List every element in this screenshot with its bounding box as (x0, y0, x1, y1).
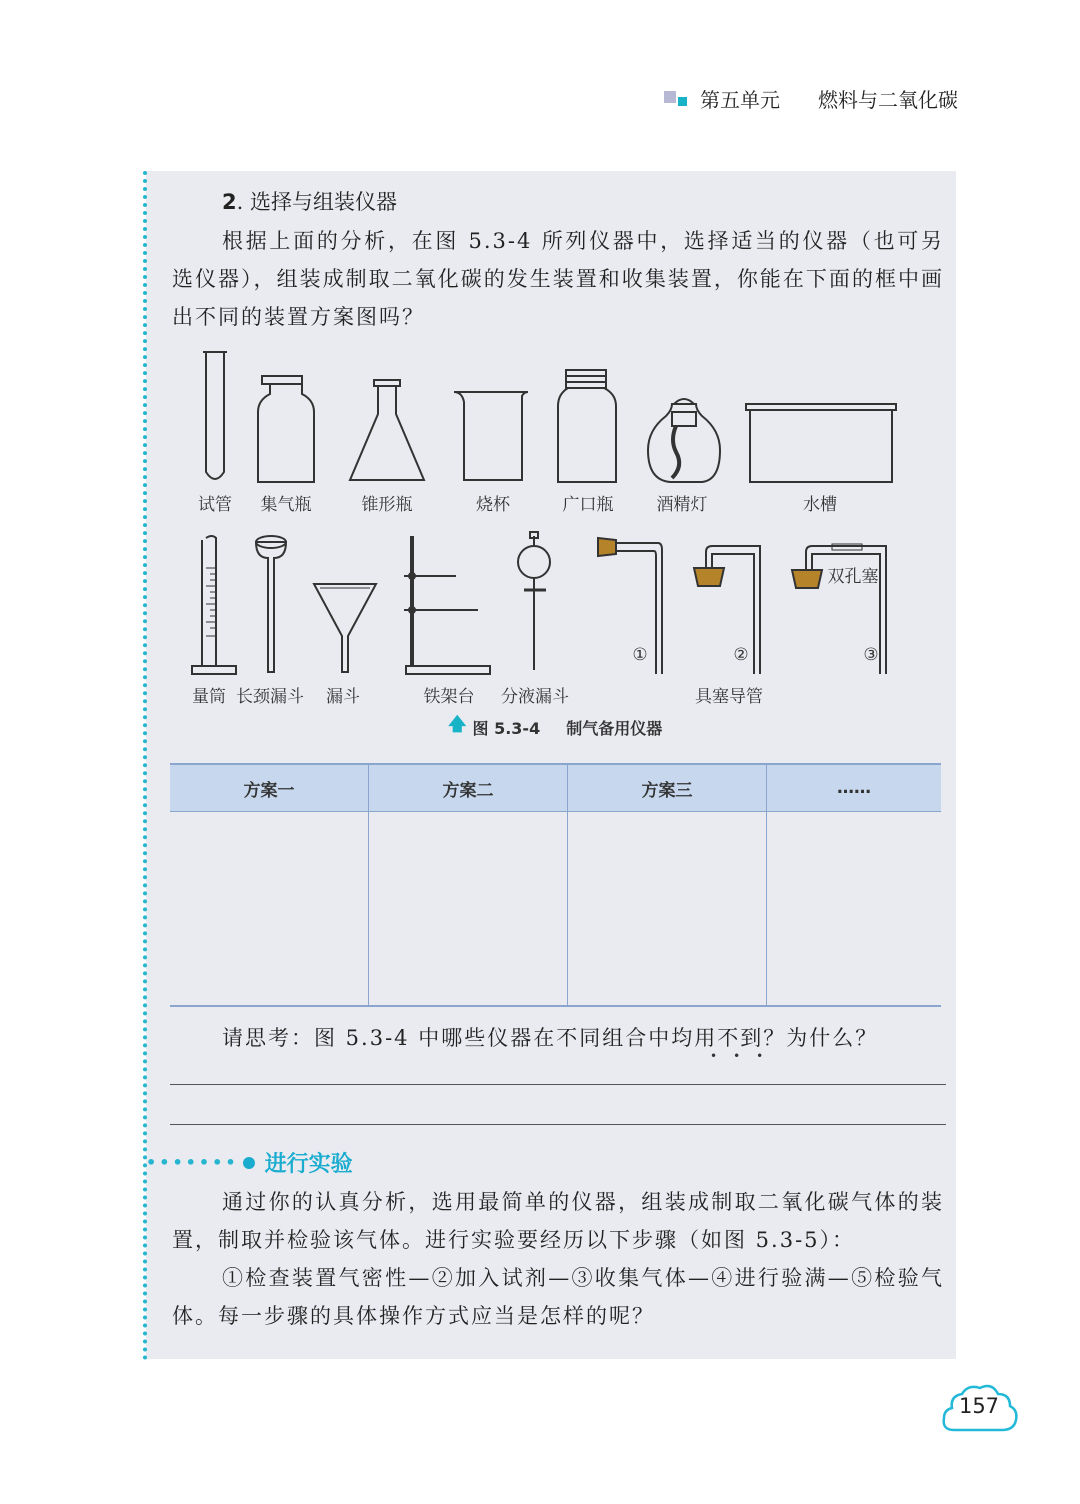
label-measuring-cylinder: 量筒 (192, 687, 226, 707)
label-beaker: 烧杯 (476, 495, 510, 515)
plan-cell-4[interactable] (767, 812, 942, 1007)
plan-header-3: 方案三 (568, 764, 767, 812)
header-squares-icon (664, 89, 690, 109)
measuring-cylinder-icon (192, 536, 236, 674)
plan-cell-3[interactable] (568, 812, 767, 1007)
label-water-trough: 水槽 (803, 495, 837, 515)
label-tube-3: ③ (863, 645, 879, 665)
dotted-margin-line (143, 171, 147, 1361)
stoppered-tube-1-icon (598, 538, 662, 674)
label-wide-mouth-bottle: 广口瓶 (562, 495, 614, 515)
running-header (664, 84, 958, 113)
label-test-tube: 试管 (198, 495, 232, 515)
experiment-title: 进行实验 (264, 1152, 353, 1177)
plan-header-1: 方案一 (170, 764, 369, 812)
label-stoppered-tube: 具塞导管 (695, 687, 763, 707)
gas-bottle-icon (258, 376, 314, 482)
header-unit: 第五单元 (700, 88, 780, 112)
plan-header-2: 方案二 (369, 764, 568, 812)
label-tube-2: ② (733, 645, 749, 665)
beaker-icon (454, 392, 528, 480)
label-two-hole-stopper: 双孔塞 (827, 567, 879, 587)
long-neck-funnel-icon (256, 536, 286, 672)
wide-mouth-bottle-icon (558, 370, 616, 482)
plan-header-4: …… (767, 764, 942, 812)
experiment-paragraph-1: 通过你的认真分析，选用最简单的仪器，组装成制取二氧化碳气体的装置，制取并检验该气体。进行实验要经历以下步骤（如图 5.3-5）： (172, 1190, 944, 1252)
label-tube-1: ① (632, 645, 648, 665)
caption-text: 制气备用仪器 (566, 718, 663, 738)
label-alcohol-lamp: 酒精灯 (656, 495, 708, 515)
stoppered-tube-2-icon (694, 546, 760, 674)
label-gas-bottle: 集气瓶 (260, 495, 312, 515)
heading-bullet-icon (243, 1157, 255, 1169)
funnel-icon (314, 584, 376, 672)
label-separatory-funnel: 分液漏斗 (501, 687, 569, 707)
label-funnel: 漏斗 (326, 687, 360, 707)
header-title: 燃料与二氧化碳 (818, 88, 958, 112)
separatory-funnel-icon (518, 532, 550, 670)
section-number: 2 (222, 190, 237, 214)
section-content (172, 180, 944, 336)
caption-arrow-icon: 🡅 (448, 714, 467, 735)
apparatus-figure (172, 340, 952, 740)
plan-table (170, 763, 941, 1007)
test-tube-icon (203, 352, 227, 479)
label-long-neck-funnel: 长颈漏斗 (236, 687, 304, 707)
caption-number: 图 5.3-4 (472, 718, 541, 738)
conical-flask-icon (350, 380, 424, 480)
label-conical-flask: 锥形瓶 (361, 495, 413, 515)
experiment-body (172, 1183, 944, 1335)
heading-dots: ••••••• (146, 1153, 239, 1172)
figure-caption (448, 712, 662, 742)
page-number: 157 (958, 1394, 1000, 1418)
section-title-text: . 选择与组装仪器 (236, 190, 397, 214)
plan-cell-1[interactable] (170, 812, 369, 1007)
experiment-heading (146, 1147, 353, 1178)
answer-line-1[interactable] (170, 1084, 946, 1085)
plan-cell-2[interactable] (369, 812, 568, 1007)
iron-stand-icon (404, 536, 490, 674)
section-title (222, 186, 944, 216)
experiment-paragraph-2: ①检查装置气密性—②加入试剂—③收集气体—④进行验满—⑤检验气体。每一步骤的具体操作方式应当是怎样的呢？ (172, 1266, 944, 1328)
alcohol-lamp-icon (648, 399, 720, 482)
answer-line-2[interactable] (170, 1124, 946, 1125)
emphasis-dots: ••• (710, 1049, 780, 1063)
page-number-badge (940, 1380, 1018, 1436)
water-trough-icon (746, 404, 896, 482)
label-iron-stand: 铁架台 (423, 687, 475, 707)
think-question: 请思考：图 5.3-4 中哪些仪器在不同组合中均用不到？为什么？ (222, 1026, 879, 1050)
section-paragraph: 根据上面的分析，在图 5.3-4 所列仪器中，选择适当的仪器（也可另选仪器），组装成制取二氧化碳的发生装置和收集装置，你能在下面的框中画出不同的装置方案图吗？ (172, 229, 944, 329)
